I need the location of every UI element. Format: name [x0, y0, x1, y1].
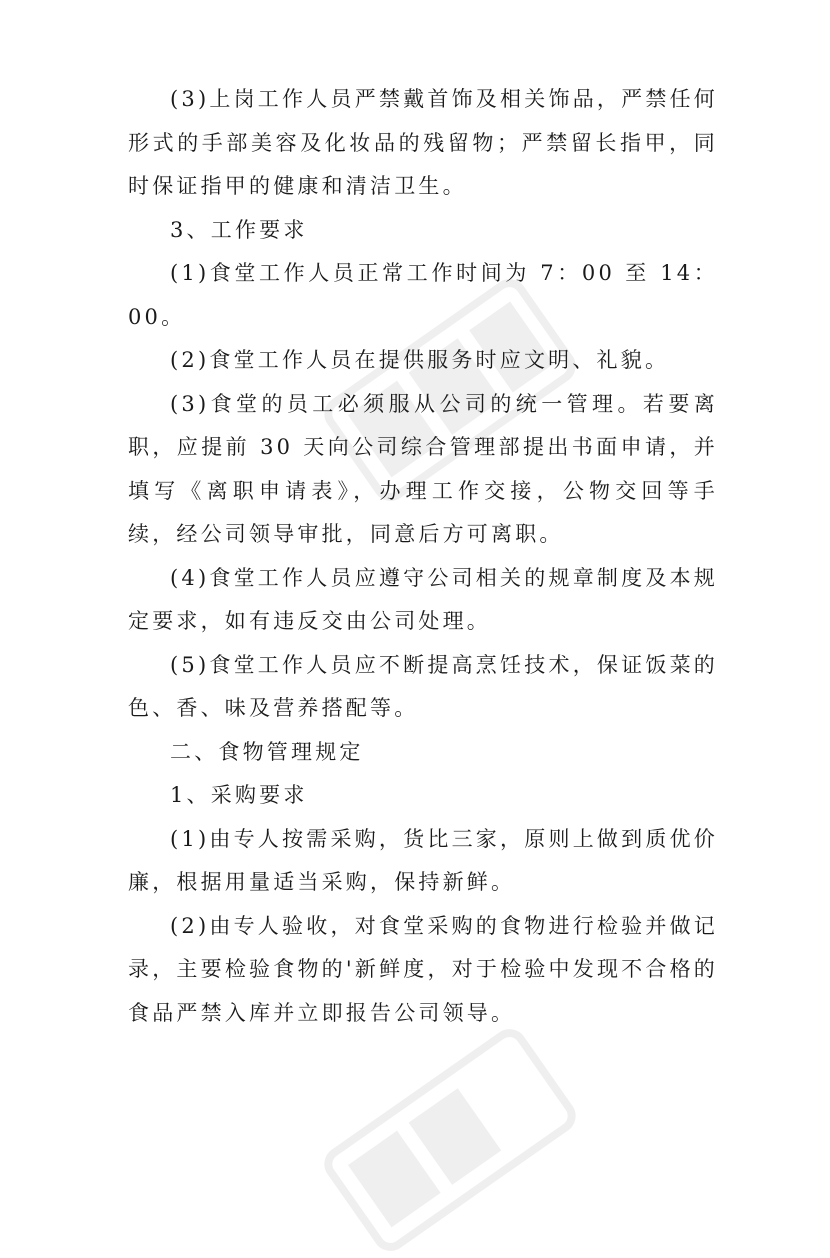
paragraph: (5)食堂工作人员应不断提高烹饪技术，保证饭菜的色、香、味及营养搭配等。: [128, 652, 718, 720]
paragraph: (2)食堂工作人员在提供服务时应文明、礼貌。: [170, 348, 670, 372]
paragraph: (2)由专人验收，对食堂采购的食物进行检验并做记录，主要检验食物的'新鲜度，对于检验中发现不合格的食品严禁入库并立即报告公司领导。: [128, 913, 718, 1025]
section-heading: 3、工作要求: [170, 217, 308, 242]
section-heading: 1、采购要求: [170, 783, 308, 807]
paragraph: (4)食堂工作人员应遵守公司相关的规章制度及本规定要求，如有违反交由公司处理。: [128, 565, 718, 633]
paragraph: (1)食堂工作人员正常工作时间为 7：00 至 14：00。: [128, 261, 718, 329]
paragraph: (1)由专人按需采购，货比三家，原则上做到质优价廉，根据用量适当采购，保持新鲜。: [128, 826, 718, 894]
paragraph: (3)食堂的员工必须服从公司的统一管理。若要离职，应提前 30 天向公司综合管理部提出书面申请，并填写《离职申请表》，办理工作交接，公物交回等手续，经公司领导审批，同意后方可离职。: [128, 391, 718, 546]
paragraph: (3)上岗工作人员严禁戴首饰及相关饰品，严禁任何形式的手部美容及化妆品的残留物；严禁留长指甲，同时保证指甲的健康和清洁卫生。: [128, 87, 718, 198]
document-body: [128, 78, 718, 1035]
watermark-logo-icon: [317, 1022, 582, 1258]
section-heading: 二、食物管理规定: [170, 739, 364, 764]
